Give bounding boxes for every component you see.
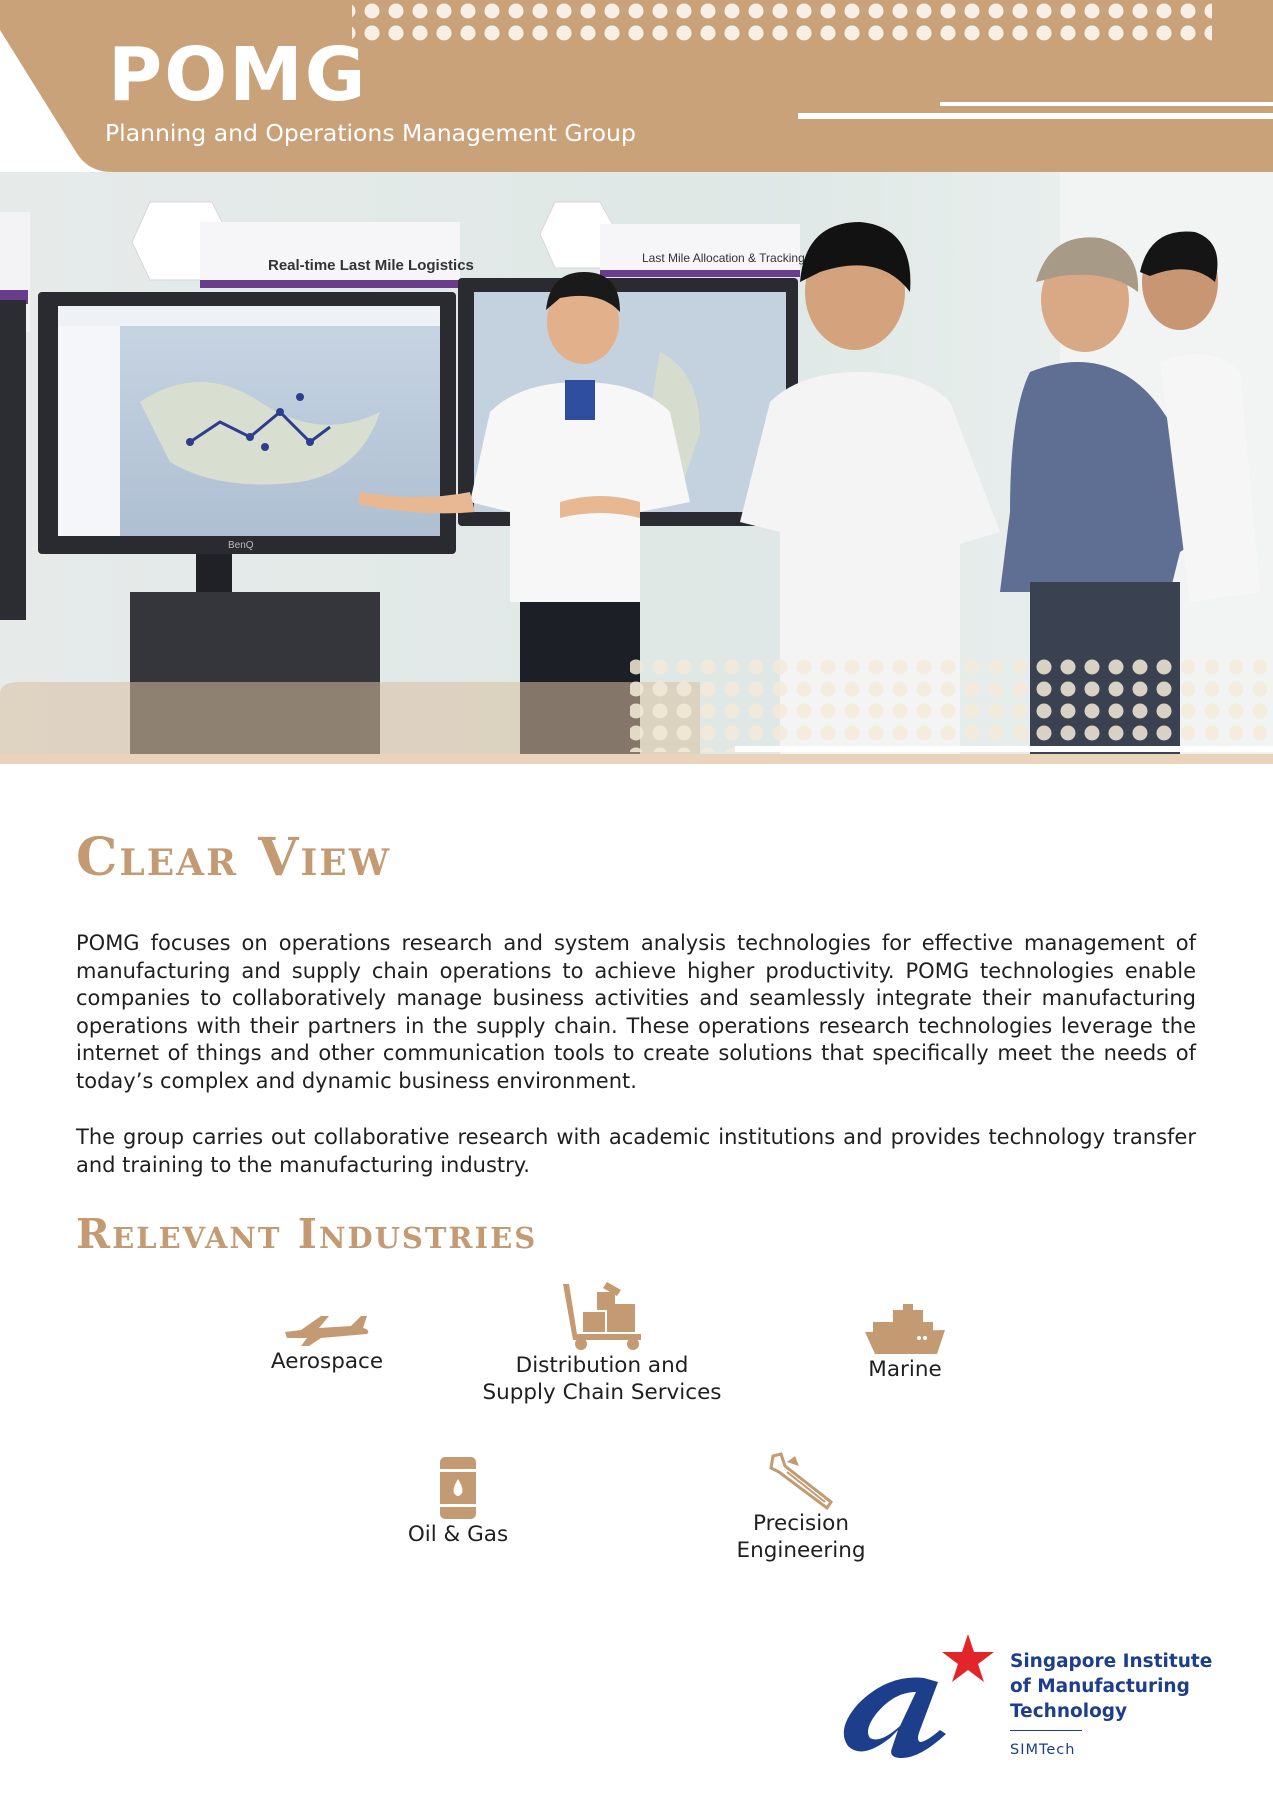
oil-barrel-icon bbox=[436, 1455, 480, 1521]
logo-name-line3: Technology bbox=[1010, 1701, 1128, 1722]
clear-view-heading: Clear View bbox=[76, 827, 392, 888]
hand-truck-icon bbox=[557, 1280, 647, 1352]
airplane-icon bbox=[281, 1308, 373, 1348]
brand-subtitle: Planning and Operations Management Group bbox=[105, 119, 636, 147]
industry-label-line1: Precision bbox=[753, 1511, 849, 1536]
sign-left-text: Real-time Last Mile Logistics bbox=[268, 257, 474, 274]
industry-label-line1: Distribution and bbox=[515, 1353, 689, 1378]
industry-label-line2: Engineering bbox=[736, 1538, 866, 1563]
industry-marine bbox=[825, 1300, 985, 1383]
logo-name-line2: of Manufacturing bbox=[1010, 1676, 1190, 1697]
industry-label: Marine bbox=[868, 1357, 942, 1382]
decorative-line bbox=[798, 113, 1273, 119]
industry-label-line2: Supply Chain Services bbox=[482, 1380, 722, 1405]
clear-view-paragraph-2: The group carries out collaborative research with academic institutions and provides technology transfer and training to the manufacturing industry. bbox=[76, 1125, 1196, 1177]
ship-icon bbox=[863, 1300, 947, 1356]
logo-institute-name bbox=[1010, 1649, 1212, 1724]
sign-right-text: Last Mile Allocation & Tracking bbox=[642, 251, 805, 265]
clear-view-paragraph-1: POMG focuses on operations research and system analysis technologies for effective management of manufacturing and supply chain operations to achieve higher productivity. POMG technologies enable companies to collaboratively manage business activities and seamlessly integrate their manufacturing operations with their partners in the supply chain. These operations research technologies leverage the internet of things and other communication tools to create solutions that specifically meet the needs of today’s complex and dynamic business environment. bbox=[76, 931, 1196, 1093]
industry-aerospace bbox=[247, 1308, 407, 1375]
monitor-brand: BenQ bbox=[228, 540, 254, 551]
industry-precision-engineering bbox=[711, 1452, 891, 1564]
simtech-logo bbox=[828, 1634, 1213, 1764]
logo-divider bbox=[1010, 1730, 1082, 1731]
industry-oil-gas bbox=[378, 1455, 538, 1548]
logo-name-line1: Singapore Institute bbox=[1010, 1651, 1213, 1672]
dot-pattern-decoration bbox=[630, 654, 1273, 752]
industry-label: Aerospace bbox=[270, 1349, 384, 1374]
logo-abbreviation: SIMTech bbox=[1010, 1742, 1076, 1758]
industry-label: Oil & Gas bbox=[407, 1522, 509, 1547]
decorative-line bbox=[940, 102, 1273, 106]
caliper-icon bbox=[765, 1452, 837, 1510]
relevant-industries-heading: Relevant Industries bbox=[76, 1210, 538, 1258]
astar-a-star-logo-icon bbox=[828, 1634, 1008, 1764]
left-partial-monitor bbox=[0, 212, 30, 620]
industry-distribution bbox=[472, 1280, 732, 1406]
brand-title: POMG bbox=[108, 32, 368, 118]
header-band bbox=[0, 0, 1273, 172]
hero-photo bbox=[0, 172, 1273, 764]
dot-pattern-decoration bbox=[352, 0, 1212, 44]
